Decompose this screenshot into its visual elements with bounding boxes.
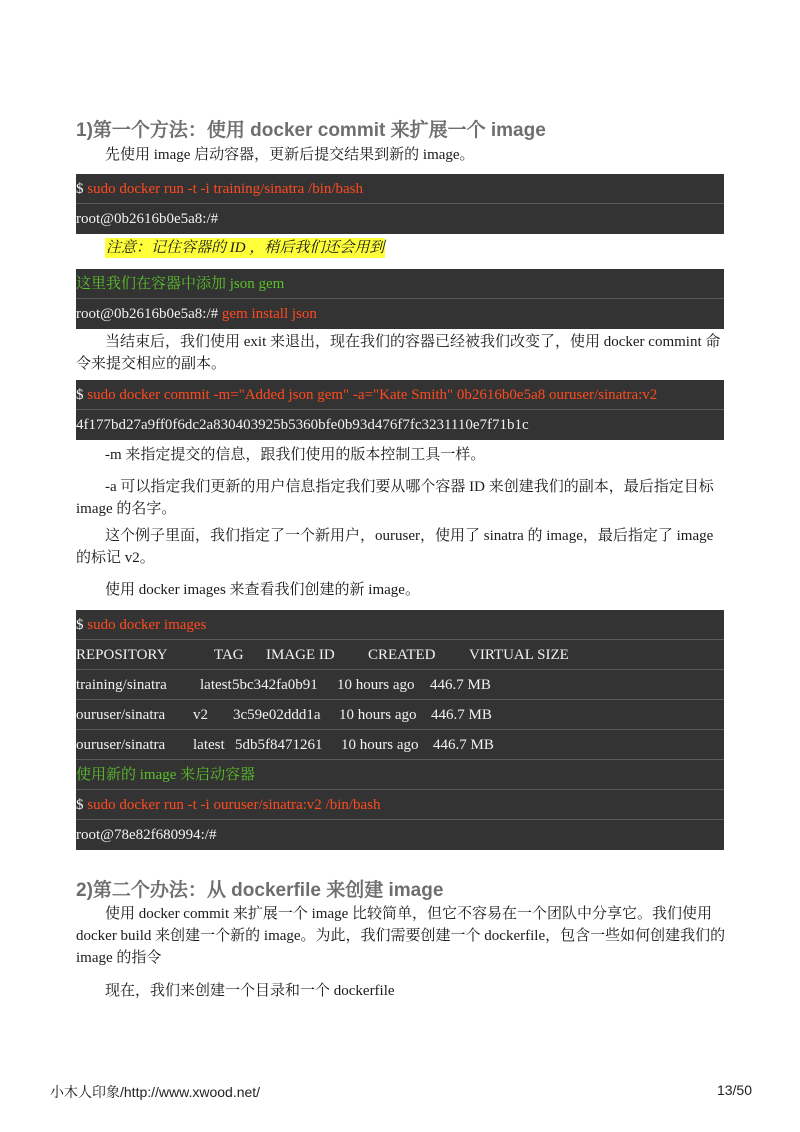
col-created: CREATED (368, 647, 436, 663)
code-block-commit (76, 380, 724, 440)
code-line-hash: 4f177bd27a9ff0f6dc2a830403925b5360bfe0b93d476f7fc3231110e7f71b1c (76, 417, 529, 433)
page-footer (50, 1082, 752, 1102)
para-images: 使用 docker images 来查看我们创建的新 image。 (105, 582, 420, 598)
section1-intro: 先使用 image 启动容器，更新后提交结果到新的 image。 (105, 147, 475, 163)
code-line-prompt: root@0b2616b0e5a8:/# (76, 211, 219, 227)
code-block-images (76, 610, 724, 850)
table-row: ouruser/sinatra v2 3c59e02ddd1a 10 hours ago 446.7 MB (76, 700, 724, 730)
para-example: 这个例子里面，我们指定了一个新用户，ouruser，使用了 sinatra 的 image，最后指定了 image 的标记 v2。 (76, 528, 714, 566)
table-row: training/sinatra latest5bc342fa0b91 10 hours ago 446.7 MB (76, 670, 724, 700)
code-comment: 使用新的 image 来启动容器 (76, 760, 724, 790)
para-exit: 当结束后，我们使用 exit 来退出，现在我们的容器已经被我们改变了，使用 docker commint 命令来提交相应的副本。 (76, 334, 721, 372)
code-line-run: $ sudo docker run -t -i training/sinatra /bin/bash (76, 174, 724, 204)
code-block-run (76, 174, 724, 234)
section2-heading: 2)第二个办法：从 dockerfile 来创建 image (76, 880, 444, 901)
para-m: -m 来指定提交的信息，跟我们使用的版本控制工具一样。 (105, 447, 486, 463)
section1-heading: 1)第一个方法：使用 docker commit 来扩展一个 image (76, 120, 546, 141)
section2-para2: 现在，我们来创建一个目录和一个 dockerfile (105, 983, 395, 999)
code-block-gem (76, 269, 724, 329)
section2-para1: 使用 docker commit 来扩展一个 image 比较简单，但它不容易在一个团队中分享它。我们使用 docker build 来创建一个新的 image。为此，我们需要创建一个 dockerfile，包含一些如何创建我们的 image 的指令 (76, 906, 726, 966)
code-line-run-v2: $ sudo docker run -t -i ouruser/sinatra:v2 /bin/bash (76, 790, 724, 820)
code-comment: 这里我们在容器中添加 json gem (76, 269, 724, 299)
table-row: ouruser/sinatra latest 5db5f8471261 10 hours ago 446.7 MB (76, 730, 724, 760)
code-line-prompt-v2: root@78e82f680994:/# (76, 827, 217, 843)
para-a: -a 可以指定我们更新的用户信息指定我们要从哪个容器 ID 来创建我们的副本，最后指定目标 image 的名字。 (76, 479, 714, 517)
page-number: 13/50 (716, 1082, 752, 1098)
code-line-commit: $ sudo docker commit -m="Added json gem" -a="Kate Smith" 0b2616b0e5a8 ouruser/sinatra:v2 (76, 380, 724, 410)
note-highlight: 注意：记住容器的 ID ，稍后我们还会用到 (106, 240, 385, 256)
col-repository: REPOSITORY (76, 647, 168, 663)
footer-source: 小木人印象/http://www.xwood.net/ (50, 1084, 261, 1100)
table-header-row (76, 640, 724, 670)
col-virtual-size: VIRTUAL SIZE (469, 647, 569, 663)
code-line-images: $ sudo docker images (76, 610, 724, 640)
code-line-gem: root@0b2616b0e5a8:/# gem install json (76, 306, 317, 322)
col-image-id: IMAGE ID (266, 647, 335, 663)
col-tag: TAG (214, 647, 244, 663)
